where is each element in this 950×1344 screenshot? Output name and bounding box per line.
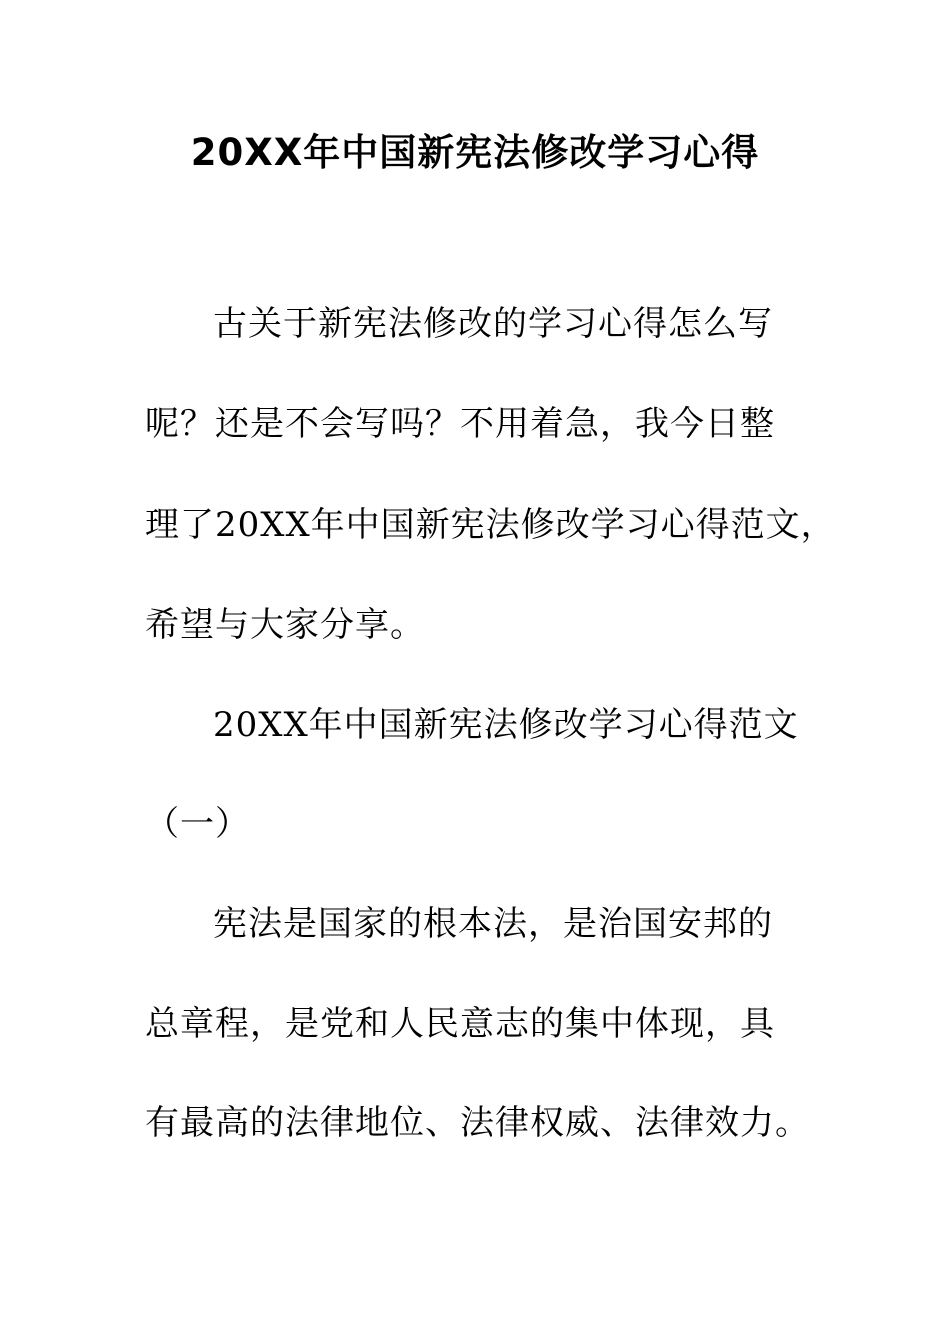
paragraph-line: 希望与大家分享。 — [145, 605, 425, 645]
paragraph-line: 古关于新宪法修改的学习心得怎么写 — [213, 304, 773, 344]
paragraph-line: 宪法是国家的根本法，是治国安邦的 — [213, 904, 773, 944]
paragraph-line: 理了20XX年中国新宪法修改学习心得范文， — [145, 505, 836, 545]
paragraph-line: 总章程，是党和人民意志的集中体现，具 — [145, 1004, 775, 1044]
section-heading-line: 20XX年中国新宪法修改学习心得范文 — [213, 705, 799, 745]
paragraph-line: 呢？还是不会写吗？不用着急，我今日整 — [145, 404, 775, 444]
section-heading-line: （一） — [145, 804, 250, 844]
paragraph-line: 有最高的法律地位、法律权威、法律效力。 — [145, 1103, 810, 1143]
document-title: 20XX年中国新宪法修改学习心得 — [190, 131, 760, 174]
